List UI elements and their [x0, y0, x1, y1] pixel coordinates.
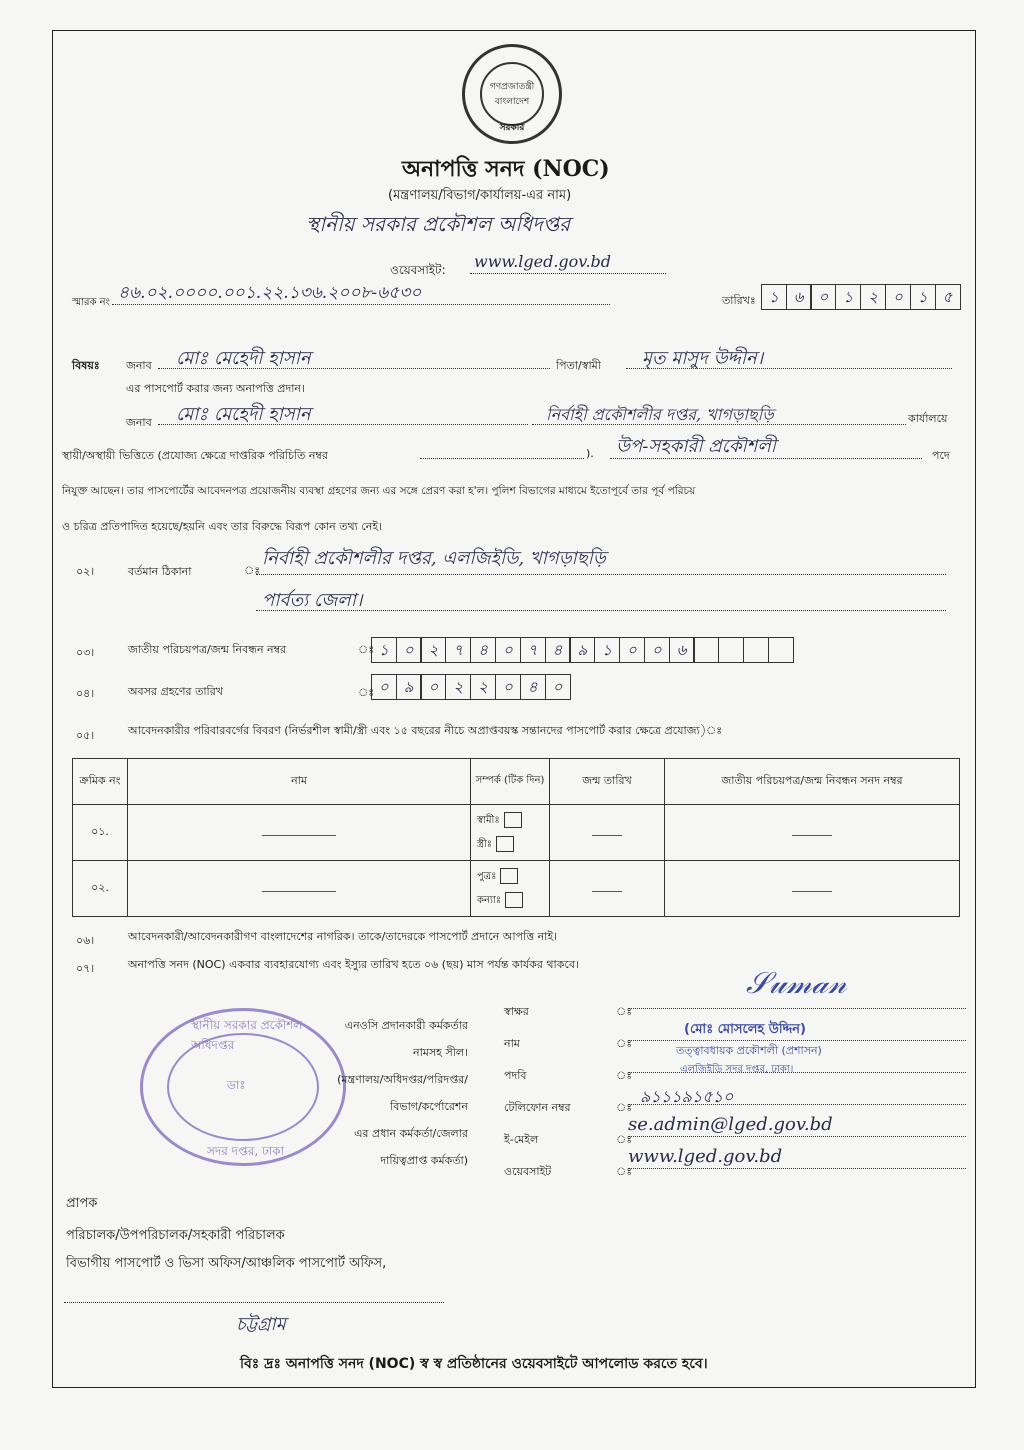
subject-line5: ও চরিত্র প্রতিপাদিত হয়েছে/হয়নি এবং তার বিরুদ্ধে বিরূপ কোন তথ্য নেই। — [62, 520, 382, 533]
family-table-header — [73, 759, 960, 805]
officer-office: এলজিইডি সদর দপ্তর, ঢাকা। — [680, 1064, 794, 1075]
officer-phone: ৯১১১৯১৫১০ — [640, 1087, 734, 1106]
family-table — [72, 758, 960, 917]
item-02-number: ০২। — [76, 565, 95, 578]
relation-option: স্ত্রীঃ — [477, 833, 543, 857]
relation-option: কন্যাঃ — [477, 889, 543, 913]
office-value: নির্বাহী প্রকৌশলীর দপ্তর, খাগড়াছড়ি — [546, 405, 774, 424]
col-serial: ক্রমিক নং — [73, 759, 128, 805]
document-subtitle: (মন্ত্রণালয়/বিভাগ/কার্যালয়-এর নাম) — [388, 188, 572, 203]
item-03-number: ০৩। — [76, 646, 95, 659]
subject-label: বিষয়ঃ — [72, 359, 100, 372]
nid-boxes: ১ ০ ২ ৭ ৪ ০ ৭ ৪ ৯ ১ ০ ০ ৬ — [372, 637, 794, 663]
seal-bottom-text: সরকার — [499, 123, 525, 133]
subject-line4: নিযুক্ত আছেন। তার পাসপোর্টের আবেদনপত্র প্রয়োজনীয় ব্যবস্থা গ্রহণের জন্য এর সঙ্গে প্রেরণ করা হ'ল। পুলিশ বিভাগের মাধ্যমে ইতোপূর্বে তার পূর্ব পরিচয় — [62, 485, 696, 497]
document-title: অনাপত্তি সনদ (NOC) — [402, 156, 610, 182]
item-03-label: জাতীয় পরিচয়পত্র/জন্ম নিবন্ধন নম্বর — [128, 643, 287, 656]
item-02-colon: ঃ — [244, 564, 261, 577]
item-04-number: ০৪। — [76, 687, 95, 700]
retirement-date-boxes: ০ ৯ ০ ২ ২ ০ ৪ ০ — [372, 674, 571, 700]
applicant-name-2: মোঃ মেহেদী হাসান — [176, 404, 311, 425]
relation-option: স্বামীঃ — [477, 809, 543, 833]
memo-label: স্মারক নং — [72, 297, 110, 308]
relation-checkbox[interactable] — [504, 812, 522, 828]
recipient-label: প্রাপক — [66, 1196, 98, 1211]
government-seal — [462, 44, 562, 144]
designation-value: উপ-সহকারী প্রকৌশলী — [616, 436, 776, 457]
authority-description: এনওসি প্রদানকারী কর্মকর্তার নামসহ সীল। (মন্ত্রণালয়/অধিদপ্তর/পরিদপ্তর/ বিভাগ/কর্পোরেশন এর প্রধান কর্মকর্তা/জেলার দায়িত্বপ্রাপ্ত কর্মকর্তা) — [337, 1019, 468, 1167]
col-name: নাম — [128, 759, 471, 805]
memo-number: ৪৬.০২.০০০০.০০১.২২.১৩৬.২০০৮-৬৫৩০ — [118, 283, 422, 303]
recipient-city: চট্টগ্রাম — [236, 1314, 286, 1335]
officer-website: www.lged.gov.bd — [628, 1146, 783, 1167]
father-label: পিতা/স্বামী — [556, 359, 601, 372]
subject-line3-end: ). — [586, 447, 594, 460]
footer-note: বিঃ দ্রঃ অনাপত্তি সনদ (NOC) স্ব স্ব প্রতিষ্ঠানের ওয়েবসাইটে আপলোড করতে হবে। — [240, 1356, 708, 1372]
father-name: মৃত মাসুদ উদ্দীন। — [642, 348, 764, 369]
website-label: ওয়েবসাইট: — [390, 263, 446, 277]
date-label: তারিখঃ — [722, 294, 756, 307]
col-nid: জাতীয় পরিচয়পত্র/জন্ম নিবন্ধন সনদ নম্বর — [665, 759, 960, 805]
current-address-line2: পার্বত্য জেলা। — [262, 590, 363, 611]
office-suffix: কার্যালয়ে — [908, 412, 948, 425]
current-address: নির্বাহী প্রকৌশলীর দপ্তর, এলজিইডি, খাগড়াছড়ি — [262, 548, 606, 569]
mr-label: জনাব — [126, 359, 152, 372]
officer-name: (মোঃ মোসলেহ উদ্দিন) — [684, 1022, 806, 1037]
subject-line3: স্থায়ী/অস্থায়ী ভিত্তিতে (প্রযোজ্য ক্ষেত্রে দাপ্তরিক পরিচিতি নম্বর — [62, 449, 328, 462]
relation-option: পুত্রঃ — [477, 865, 543, 889]
col-dob: জন্ম তারিখ — [550, 759, 665, 805]
row-serial: ০১. — [73, 805, 128, 861]
designation-suffix: পদে — [932, 449, 950, 462]
authority-field-labels: স্বাক্ষর নাম পদবি টেলিফোন নম্বর ই-মেইল ওয়েবসাইট — [504, 1005, 571, 1178]
note-06-number: ০৬। — [76, 934, 95, 947]
officer-email: se.admin@lged.gov.bd — [628, 1114, 833, 1135]
item-02-label: বর্তমান ঠিকানা — [128, 565, 192, 578]
col-relation: সম্পর্ক (টিক দিন) — [471, 759, 550, 805]
website-value: www.lged.gov.bd — [474, 252, 612, 271]
relation-checkbox[interactable] — [505, 892, 523, 908]
row-serial: ০২. — [73, 861, 128, 917]
table-row — [73, 861, 960, 917]
table-row — [73, 805, 960, 861]
mr-label-2: জনাব — [126, 416, 152, 429]
officer-signature: 𝒮𝓊𝓂𝒶𝓃 — [746, 966, 847, 1001]
note-07-number: ০৭। — [76, 962, 95, 975]
note-07: অনাপত্তি সনদ (NOC) একবার ব্যবহারযোগ্য এবং ইস্যুর তারিখ হতে ০৬ (ছয়) মাস পর্যন্ত কার্যকর থাকবে। — [128, 958, 579, 971]
item-03-colon: ঃ — [358, 643, 375, 656]
relation-checkbox[interactable] — [496, 836, 514, 852]
office-stamp: স্থানীয় সরকার প্রকৌশল অধিদপ্তর ডাঃ সদর দপ্তর, ঢাকা — [140, 1008, 346, 1166]
authority-colons: ঃ ঃ ঃ ঃ ঃ ঃ — [616, 1005, 633, 1178]
recipient-line1: পরিচালক/উপপরিচালক/সহকারী পরিচালক — [66, 1228, 285, 1243]
item-05-number: ০৫। — [76, 729, 95, 742]
applicant-name: মোঃ মেহেদী হাসান — [176, 348, 311, 369]
note-06: আবেদনকারী/আবেদনকারীগণ বাংলাদেশের নাগরিক। তাকে/তাদেরকে পাসপোর্ট প্রদানে আপত্তি নাই। — [128, 930, 558, 943]
date-boxes: ১ ৬ ০ ১ ২ ০ ১ ৫ — [762, 284, 961, 310]
item-04-label: অবসর গ্রহণের তারিখ — [128, 685, 223, 698]
office-name: স্থানীয় সরকার প্রকৌশল অধিদপ্তর — [306, 212, 571, 236]
item-04-colon: ঃ — [358, 686, 375, 699]
subject-line2: এর পাসপোর্ট করার জন্য অনাপত্তি প্রদান। — [126, 382, 305, 395]
seal-text: গণপ্রজাতন্ত্রী বাংলাদেশ — [489, 82, 535, 107]
item-05-label: আবেদনকারীর পরিবারবর্গের বিবরণ (নির্ভরশীল স্বামী/স্ত্রী এবং ১৫ বছরের নীচে অপ্রাপ্তবয়স্ক সন্তানদের পাসপোর্ট করার ক্ষেত্রে প্রযোজ্য)ঃ — [128, 724, 723, 737]
relation-checkbox[interactable] — [500, 868, 518, 884]
recipient-line2: বিভাগীয় পাসপোর্ট ও ভিসা অফিস/আঞ্চলিক পাসপোর্ট অফিস, — [66, 1256, 387, 1271]
officer-designation: তত্ত্বাবধায়ক প্রকৌশলী (প্রশাসন) — [676, 1044, 822, 1057]
